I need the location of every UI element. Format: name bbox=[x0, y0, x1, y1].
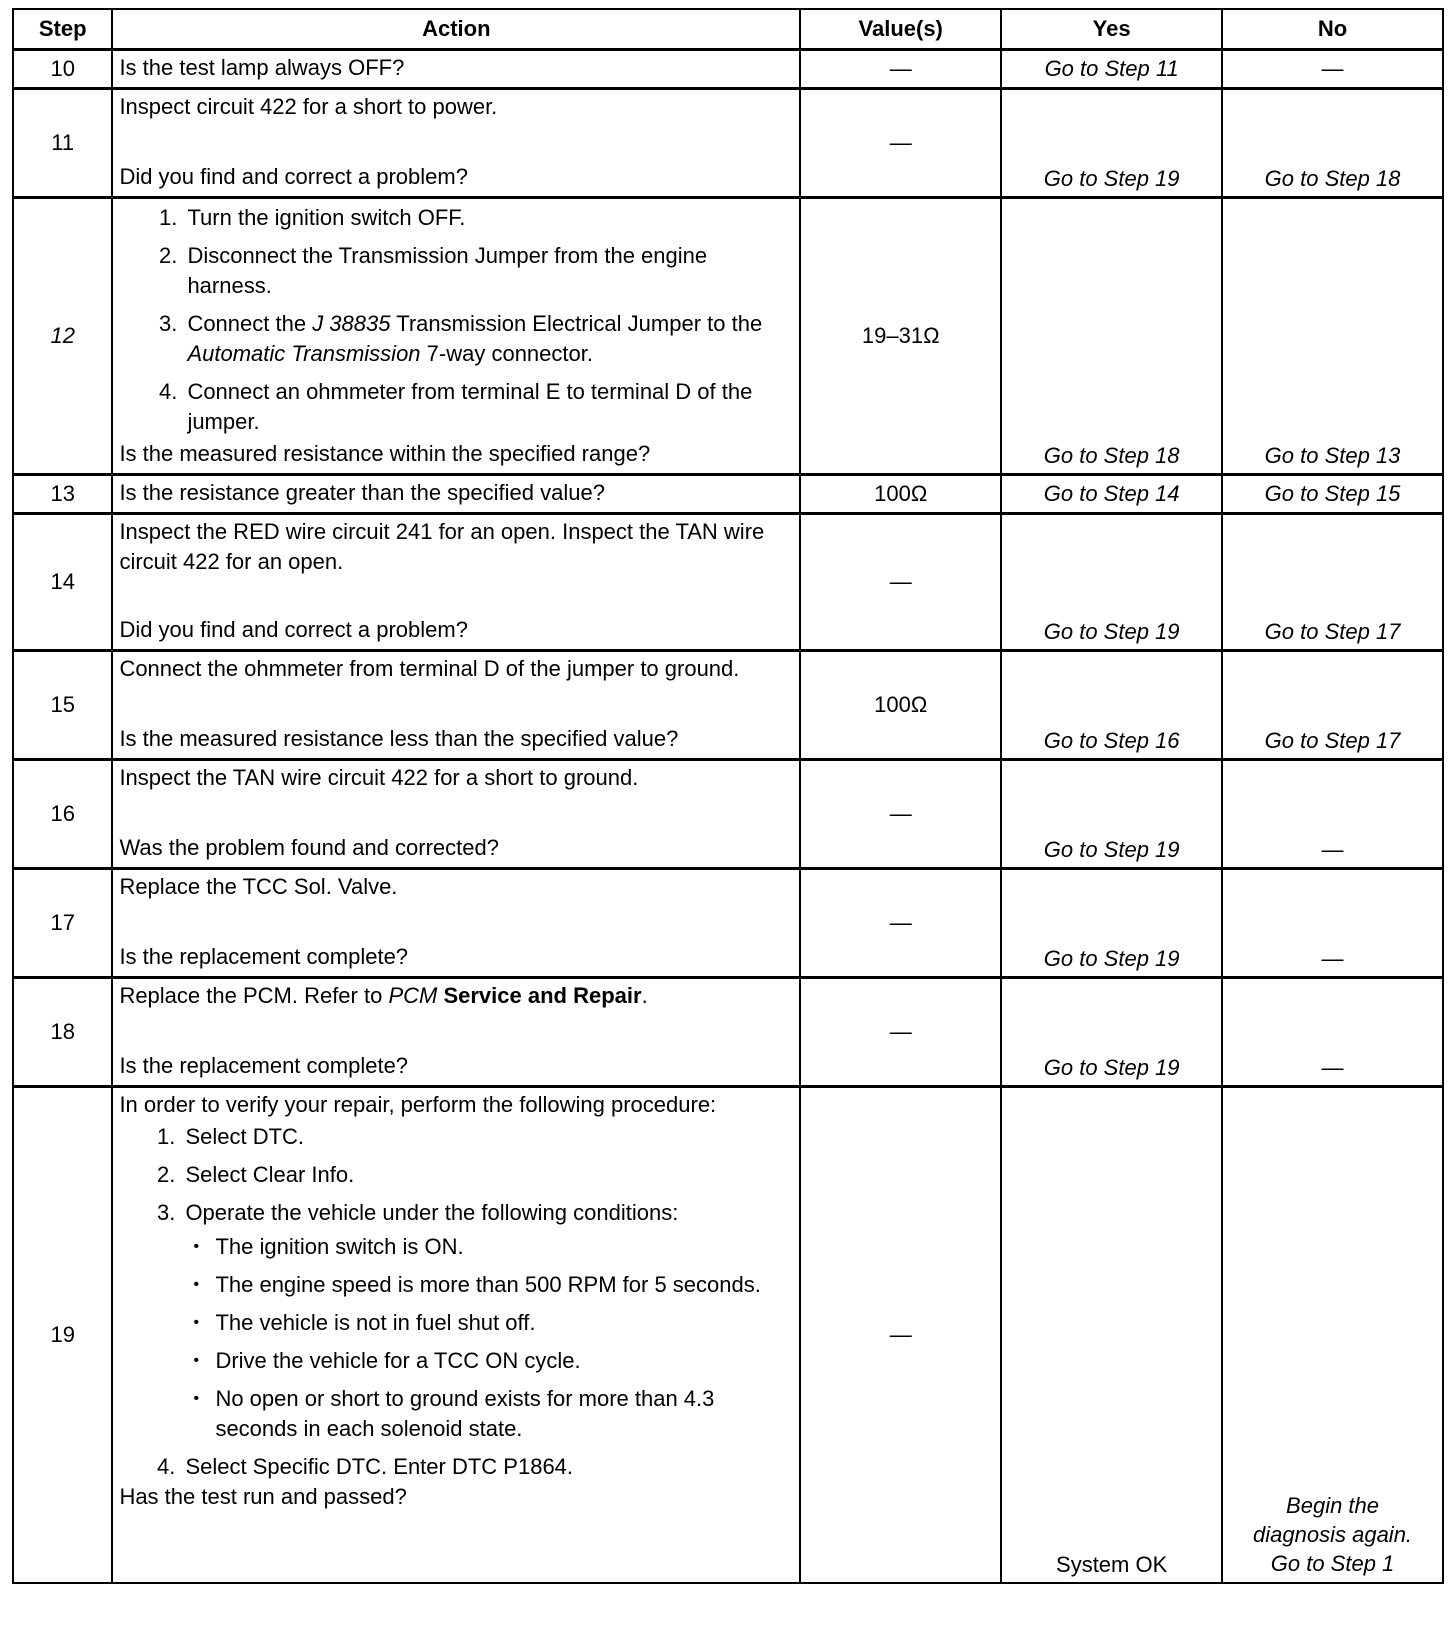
condition-item: • The vehicle is not in fuel shut off. bbox=[215, 1308, 793, 1338]
header-row bbox=[13, 9, 1443, 50]
action-question: Did you find and correct a problem? bbox=[119, 617, 468, 642]
value-cell: — bbox=[800, 760, 1001, 869]
yes-cell: Go to Step 11 bbox=[1001, 50, 1222, 89]
condition-item: • The ignition switch is ON. bbox=[215, 1232, 793, 1262]
no-line: diagnosis again. bbox=[1253, 1521, 1413, 1547]
action-instruction: Inspect the RED wire circuit 241 for an open. Inspect the TAN wire circuit 422 for an open. bbox=[119, 519, 765, 574]
action-instruction: Replace the TCC Sol. Valve. bbox=[119, 874, 398, 899]
header-values: Value(s) bbox=[800, 9, 1001, 50]
no-cell: — bbox=[1222, 760, 1443, 869]
tool-reference: J 38835 bbox=[312, 311, 391, 336]
action-question: Was the problem found and corrected? bbox=[119, 835, 499, 860]
action-question: Is the resistance greater than the specified value? bbox=[119, 480, 605, 505]
procedure-list bbox=[119, 1122, 793, 1482]
condition-item: • No open or short to ground exists for more than 4.3 seconds in each solenoid state. bbox=[215, 1384, 793, 1444]
step-number: 12 bbox=[13, 198, 112, 475]
yes-cell: Go to Step 19 bbox=[1001, 514, 1222, 651]
procedure-step: 4. Connect an ohmmeter from terminal E to terminal D of the jumper. bbox=[183, 377, 793, 437]
procedure-step: 4. Select Specific DTC. Enter DTC P1864. bbox=[181, 1452, 793, 1482]
header-yes: Yes bbox=[1001, 9, 1222, 50]
action-instruction: Replace the PCM. Refer to PCM Service and Repair. bbox=[119, 983, 648, 1008]
action-cell bbox=[112, 514, 800, 651]
step-number: 18 bbox=[13, 978, 112, 1087]
step-number: 16 bbox=[13, 760, 112, 869]
table-row bbox=[13, 50, 1443, 89]
action-cell bbox=[112, 475, 800, 514]
value-cell: — bbox=[800, 978, 1001, 1087]
table-row bbox=[13, 198, 1443, 475]
header-step: Step bbox=[13, 9, 112, 50]
no-cell: Go to Step 17 bbox=[1222, 514, 1443, 651]
table-row bbox=[13, 978, 1443, 1087]
action-question: Is the replacement complete? bbox=[119, 944, 409, 969]
step-number: 10 bbox=[13, 50, 112, 89]
procedure-step: 2. Disconnect the Transmission Jumper from the engine harness. bbox=[183, 241, 793, 301]
no-cell: Go to Step 13 bbox=[1222, 198, 1443, 475]
procedure-list bbox=[119, 203, 793, 437]
no-cell: — bbox=[1222, 50, 1443, 89]
no-cell: Go to Step 18 bbox=[1222, 89, 1443, 198]
table-row bbox=[13, 89, 1443, 198]
service-reference: Service and Repair bbox=[437, 983, 642, 1008]
action-instruction: Inspect the TAN wire circuit 422 for a short to ground. bbox=[119, 765, 639, 790]
table-row bbox=[13, 651, 1443, 760]
table-row bbox=[13, 1087, 1443, 1583]
no-cell: — bbox=[1222, 869, 1443, 978]
value-cell: 100Ω bbox=[800, 651, 1001, 760]
action-cell bbox=[112, 198, 800, 475]
header-action: Action bbox=[112, 9, 800, 50]
yes-cell: Go to Step 19 bbox=[1001, 978, 1222, 1087]
table-row bbox=[13, 475, 1443, 514]
no-cell: — bbox=[1222, 978, 1443, 1087]
step-number: 17 bbox=[13, 869, 112, 978]
action-question: Is the replacement complete? bbox=[119, 1053, 409, 1078]
condition-list bbox=[185, 1232, 793, 1444]
step-number: 15 bbox=[13, 651, 112, 760]
yes-cell: Go to Step 16 bbox=[1001, 651, 1222, 760]
value-cell: — bbox=[800, 869, 1001, 978]
action-cell bbox=[112, 89, 800, 198]
table-row bbox=[13, 514, 1443, 651]
action-question: Did you find and correct a problem? bbox=[119, 164, 468, 189]
step-number: 13 bbox=[13, 475, 112, 514]
action-cell bbox=[112, 978, 800, 1087]
no-cell: Go to Step 17 bbox=[1222, 651, 1443, 760]
action-instruction: Inspect circuit 422 for a short to power. bbox=[119, 94, 498, 119]
step-number: 19 bbox=[13, 1087, 112, 1583]
action-question: Has the test run and passed? bbox=[119, 1484, 407, 1509]
action-cell bbox=[112, 760, 800, 869]
action-question: Is the measured resistance within the specified range? bbox=[119, 441, 651, 466]
step-number: 11 bbox=[13, 89, 112, 198]
value-cell: — bbox=[800, 1087, 1001, 1583]
action-intro: In order to verify your repair, perform the following procedure: bbox=[119, 1092, 717, 1117]
yes-cell: Go to Step 19 bbox=[1001, 869, 1222, 978]
yes-cell: Go to Step 14 bbox=[1001, 475, 1222, 514]
step-number: 14 bbox=[13, 514, 112, 651]
yes-cell: Go to Step 18 bbox=[1001, 198, 1222, 475]
action-cell bbox=[112, 1087, 800, 1583]
no-cell: Go to Step 15 bbox=[1222, 475, 1443, 514]
value-cell: — bbox=[800, 514, 1001, 651]
procedure-step: 1. Turn the ignition switch OFF. bbox=[183, 203, 793, 233]
no-line: Begin the bbox=[1286, 1492, 1380, 1518]
procedure-step: 1. Select DTC. bbox=[181, 1122, 793, 1152]
header-no: No bbox=[1222, 9, 1443, 50]
table-row bbox=[13, 869, 1443, 978]
action-question: Is the test lamp always OFF? bbox=[119, 55, 405, 80]
no-cell bbox=[1222, 1087, 1443, 1583]
condition-item: • Drive the vehicle for a TCC ON cycle. bbox=[215, 1346, 793, 1376]
condition-item: • The engine speed is more than 500 RPM for 5 seconds. bbox=[215, 1270, 793, 1300]
pcm-reference: PCM bbox=[388, 983, 438, 1008]
action-cell bbox=[112, 651, 800, 760]
value-cell: 100Ω bbox=[800, 475, 1001, 514]
value-cell: 19–31Ω bbox=[800, 198, 1001, 475]
action-instruction: Connect the ohmmeter from terminal D of the jumper to ground. bbox=[119, 656, 740, 681]
table-row bbox=[13, 760, 1443, 869]
action-cell bbox=[112, 869, 800, 978]
yes-cell: Go to Step 19 bbox=[1001, 89, 1222, 198]
connector-reference: Automatic Transmission bbox=[187, 341, 421, 366]
no-line: Go to Step 1 bbox=[1270, 1550, 1395, 1576]
yes-cell: Go to Step 19 bbox=[1001, 760, 1222, 869]
procedure-step: 3. Connect the J 38835 Transmission Electrical Jumper to the Automatic Transmission 7-way connector. bbox=[183, 309, 793, 369]
procedure-step: 3. Operate the vehicle under the following conditions: • The ignition switch is ON. • The engine speed is more than 500 RPM for 5 seconds. • The vehicle is not in fuel shut off. • Drive the vehicle for a TCC ON cycle. • No open or short to ground exists for more than 4.3 seconds in each solenoid state. bbox=[181, 1198, 793, 1444]
action-cell bbox=[112, 50, 800, 89]
diagnostic-table bbox=[12, 8, 1444, 1584]
procedure-step: 2. Select Clear Info. bbox=[181, 1160, 793, 1190]
action-question: Is the measured resistance less than the specified value? bbox=[119, 726, 679, 751]
yes-cell: System OK bbox=[1001, 1087, 1222, 1583]
value-cell: — bbox=[800, 89, 1001, 198]
value-cell: — bbox=[800, 50, 1001, 89]
